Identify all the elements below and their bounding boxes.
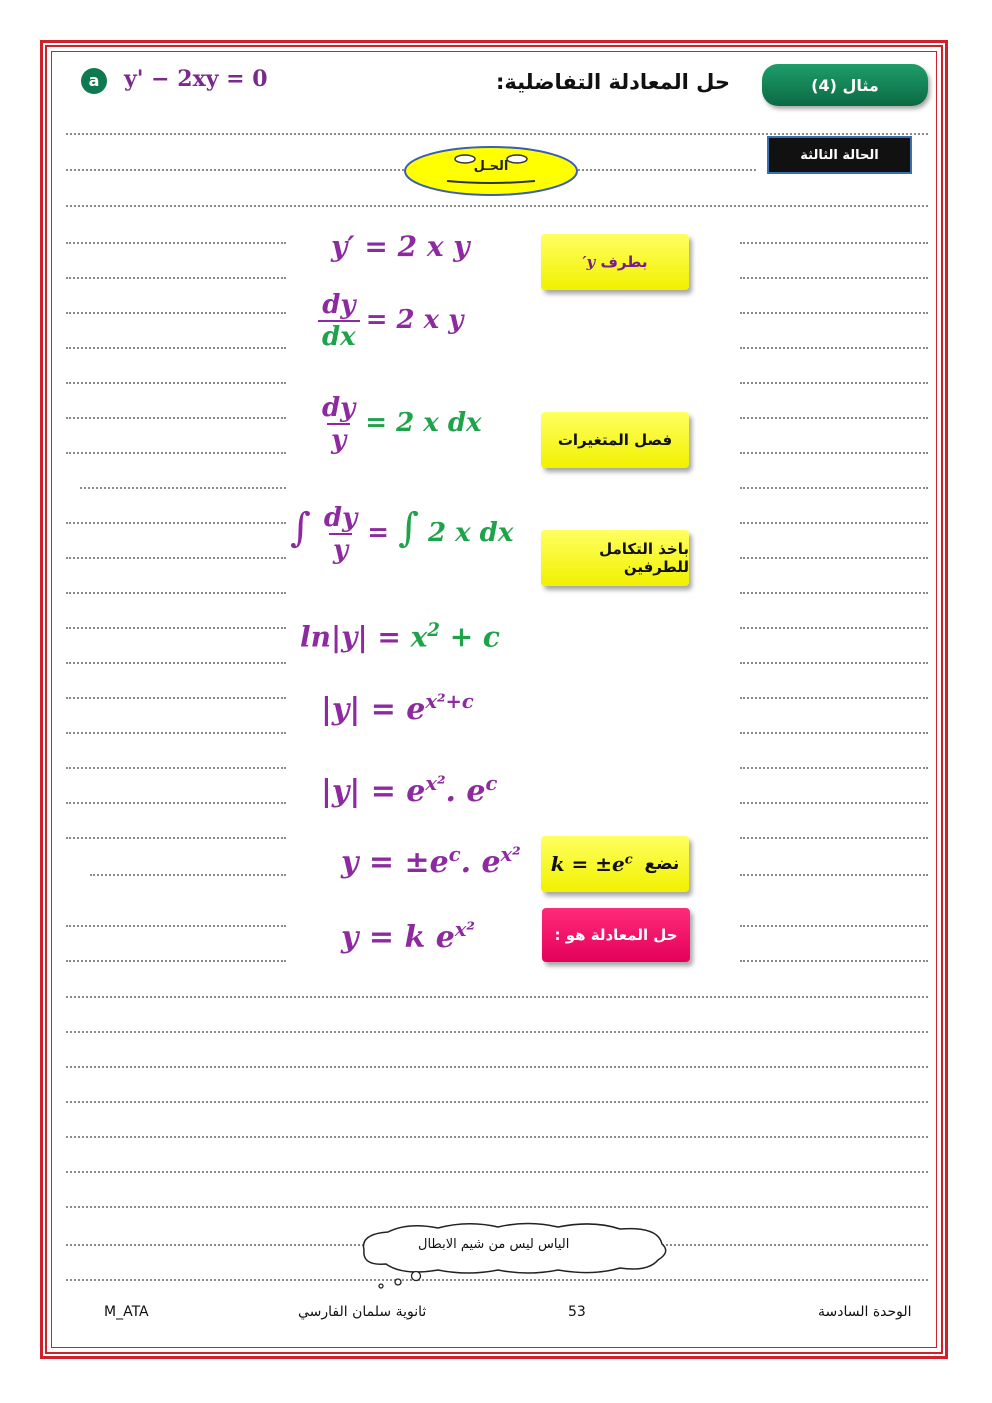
ruled-line <box>66 996 928 998</box>
ruled-line <box>66 1136 928 1138</box>
step-3 <box>318 393 482 455</box>
ruled-line <box>740 487 928 489</box>
note-y-prime-symbol: y′ <box>582 253 596 271</box>
note-y-prime-box <box>541 234 689 290</box>
example-badge: مثال (4) <box>762 64 928 106</box>
ruled-line <box>66 557 286 559</box>
page-number: 53 <box>568 1304 586 1320</box>
note-integrate-box <box>541 530 689 586</box>
step-9-exponent: x² <box>454 918 475 941</box>
ruled-line <box>66 522 286 524</box>
ruled-line <box>66 960 286 962</box>
step-9-lhs: y = k e <box>341 920 455 955</box>
ruled-line <box>66 133 928 135</box>
ruled-line <box>90 874 286 876</box>
step-2-rhs: = 2 x y <box>365 305 464 335</box>
footer-unit: الوحدة السادسة <box>818 1304 912 1320</box>
motto-text: الياس ليس من شيم الابطال <box>418 1237 570 1252</box>
step-7-mid: . e <box>445 774 486 809</box>
step-3-numerator: dy <box>322 393 356 423</box>
ruled-line <box>740 417 928 419</box>
ruled-line <box>66 697 286 699</box>
step-8-mid: . e <box>460 845 501 880</box>
step-4-rhs: 2 x dx <box>427 518 514 548</box>
step-4-denominator: y <box>329 533 352 565</box>
ruled-line <box>740 697 928 699</box>
step-3-rhs: = 2 x dx <box>365 408 482 438</box>
step-8-exponent-2: x² <box>500 843 521 866</box>
step-7 <box>321 772 497 809</box>
page-frame-inner <box>51 51 937 1348</box>
ruled-line <box>740 347 928 349</box>
ruled-line <box>66 417 286 419</box>
ruled-line <box>66 347 286 349</box>
let-k-expr-text: k = ±e <box>550 852 625 876</box>
integral-sign-left: ∫ <box>290 505 311 551</box>
problem-title: حل المعادلة التفاضلية: <box>495 70 730 94</box>
question-letter-badge: a <box>81 68 107 94</box>
ruled-line <box>740 557 928 559</box>
step-5 <box>300 620 500 653</box>
step-7-lhs: |y| = e <box>321 774 426 809</box>
step-1-rhs: = 2 x y <box>364 230 470 263</box>
answer-text: حل المعادلة هو : <box>554 926 678 944</box>
ruled-line <box>66 1066 928 1068</box>
note-let-k-box <box>541 836 689 892</box>
ruled-line <box>66 925 286 927</box>
ruled-line <box>66 627 286 629</box>
ruled-line <box>66 1171 928 1173</box>
ruled-line <box>66 452 286 454</box>
ruled-line <box>66 802 286 804</box>
step-6-lhs: |y| = e <box>321 692 426 727</box>
step-3-denominator: y <box>327 423 350 455</box>
ruled-line <box>740 662 928 664</box>
ruled-line <box>66 277 286 279</box>
ruled-line <box>66 382 286 384</box>
step-2-denominator: dx <box>318 320 360 352</box>
ruled-line <box>740 312 928 314</box>
step-1-lhs: y′ <box>331 230 355 263</box>
step-6-exponent: x²+c <box>425 690 474 713</box>
step-5-rhs: x <box>410 620 428 654</box>
ruled-line <box>740 802 928 804</box>
ruled-line <box>66 242 286 244</box>
footer-author: M_ATA <box>104 1304 149 1320</box>
footer-school: ثانوية سلمان الفارسي <box>298 1304 427 1320</box>
ruled-line <box>66 592 286 594</box>
step-9 <box>341 918 475 955</box>
step-2 <box>318 290 463 352</box>
ruled-line <box>740 874 928 876</box>
solution-smiley <box>403 145 579 197</box>
step-6 <box>321 690 474 727</box>
ruled-line <box>740 767 928 769</box>
ruled-line <box>740 732 928 734</box>
step-8-exponent: c <box>448 843 461 866</box>
ruled-line <box>740 837 928 839</box>
ruled-line <box>740 627 928 629</box>
step-7-exponent: x² <box>425 772 446 795</box>
step-5-exponent: 2 <box>427 620 440 641</box>
step-4 <box>290 503 513 565</box>
note-separate-text: فصل المتغيرات <box>557 431 673 449</box>
ruled-line <box>66 1206 928 1208</box>
note-let-k-word: نضع <box>644 854 680 874</box>
note-y-prime-text: بطرف <box>600 253 648 271</box>
ruled-line <box>740 452 928 454</box>
ruled-line <box>66 205 928 207</box>
step-1 <box>331 230 470 263</box>
step-4-equals: = <box>367 518 389 548</box>
note-separate-box <box>541 412 689 468</box>
ruled-line <box>740 960 928 962</box>
step-8-lhs: y = ±e <box>341 845 449 880</box>
case-label: الحالة الثالثة <box>767 136 912 174</box>
solution-label: الحـل <box>473 159 509 174</box>
note-let-k-expr <box>551 852 633 876</box>
note-integrate-text: باخذ التكامل للطرفين <box>599 540 689 576</box>
step-5-constant: + c <box>449 620 500 654</box>
ruled-line <box>740 522 928 524</box>
integral-sign-right: ∫ <box>398 505 419 551</box>
ruled-line <box>66 1101 928 1103</box>
ruled-line <box>66 312 286 314</box>
step-4-numerator: dy <box>323 503 358 533</box>
ruled-line <box>66 837 286 839</box>
step-5-lhs: ln|y| = <box>300 620 401 654</box>
ruled-line <box>740 277 928 279</box>
ruled-line <box>740 592 928 594</box>
answer-box <box>542 908 690 962</box>
ruled-line <box>80 487 286 489</box>
step-2-numerator: dy <box>322 290 356 320</box>
ruled-line <box>66 732 286 734</box>
ruled-line <box>66 767 286 769</box>
ruled-line <box>66 1031 928 1033</box>
ruled-line <box>740 242 928 244</box>
step-8 <box>341 843 521 880</box>
ruled-line <box>740 382 928 384</box>
thought-cloud-icon <box>358 1220 672 1290</box>
problem-equation: y' − 2xy = 0 <box>124 66 268 92</box>
step-7-exponent-2: c <box>485 772 498 795</box>
ruled-line <box>740 925 928 927</box>
let-k-exponent: c <box>624 852 633 868</box>
ruled-line <box>66 662 286 664</box>
